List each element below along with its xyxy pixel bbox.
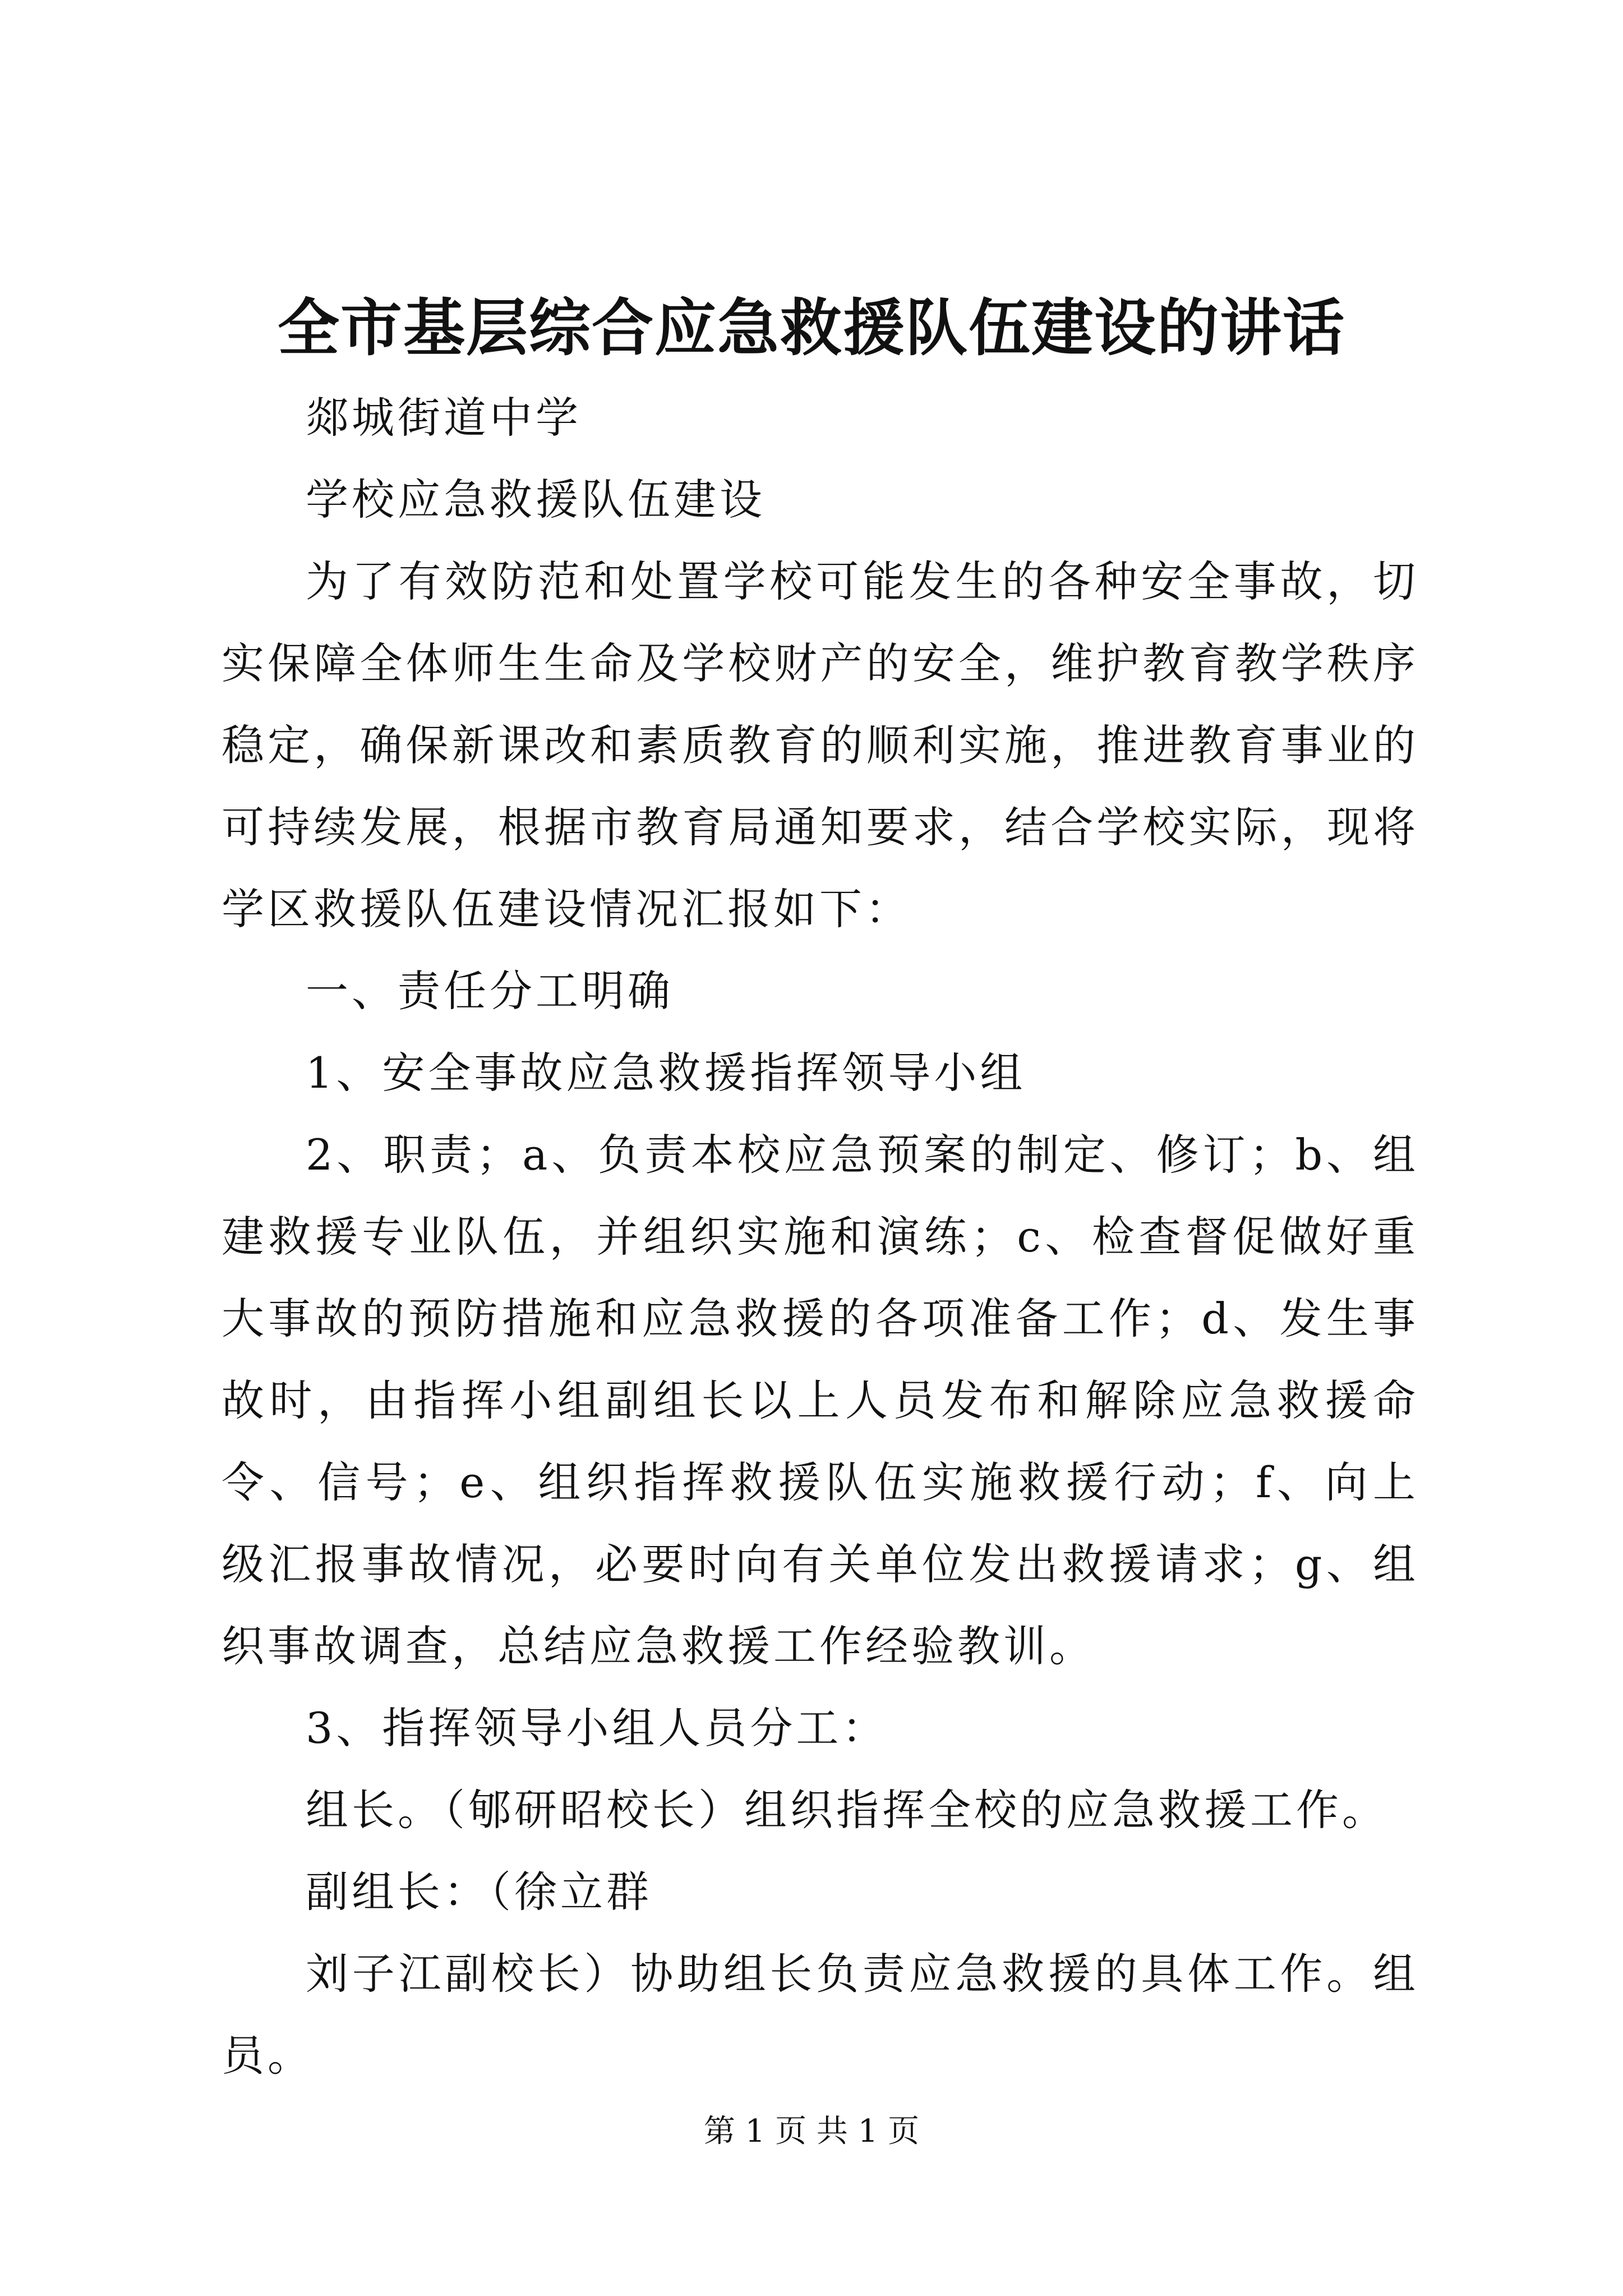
paragraph-leader: 组长。（郇研昭校长）组织指挥全校的应急救援工作。: [306, 1785, 1388, 1835]
paragraph-deputy-leader: 副组长：（徐立群: [306, 1867, 652, 1917]
page-number-footer: 第 1 页 共 1 页: [703, 2113, 920, 2150]
paragraph-deputy-duties: 刘子江副校长）协助组长负责应急救援的具体工作。组员。: [222, 1949, 1419, 2081]
paragraph-item-2-duties: 2、职责；a、负责本校应急预案的制定、修订；b、组建救援专业队伍，并组织实施和演练；c、检查督促做好重大事故的预防措施和应急救援的各项准备工作；d、发生事故时，由指挥小组副组长以上人员发布和解除应急救援命令、信号；e、组织指挥救援队伍实施救援行动；f、向上级汇报事故情况，必要时向有关单位发出救援请求；g、组织事故调查，总结应急救援工作经验教训。: [222, 1130, 1419, 1671]
paragraph-item-3: 3、指挥领导小组人员分工：: [306, 1703, 888, 1753]
paragraph-section-heading: 一、责任分工明确: [306, 966, 674, 1016]
paragraph-item-1: 1、安全事故应急救援指挥领导小组: [306, 1048, 1026, 1098]
paragraph-school-name: 郯城街道中学: [306, 393, 582, 443]
paragraph-intro: 为了有效防范和处置学校可能发生的各种安全事故，切实保障全体师生生命及学校财产的安全，维护教育教学秩序稳定，确保新课改和素质教育的顺利实施，推进教育事业的可持续发展，根据市教育局通知要求，结合学校实际，现将学区救援队伍建设情况汇报如下：: [222, 556, 1419, 934]
paragraph-subtitle: 学校应急救援队伍建设: [306, 475, 766, 524]
document-title: 全市基层综合应急救援队伍建设的讲话: [278, 292, 1345, 364]
document-body: [222, 377, 1419, 2097]
